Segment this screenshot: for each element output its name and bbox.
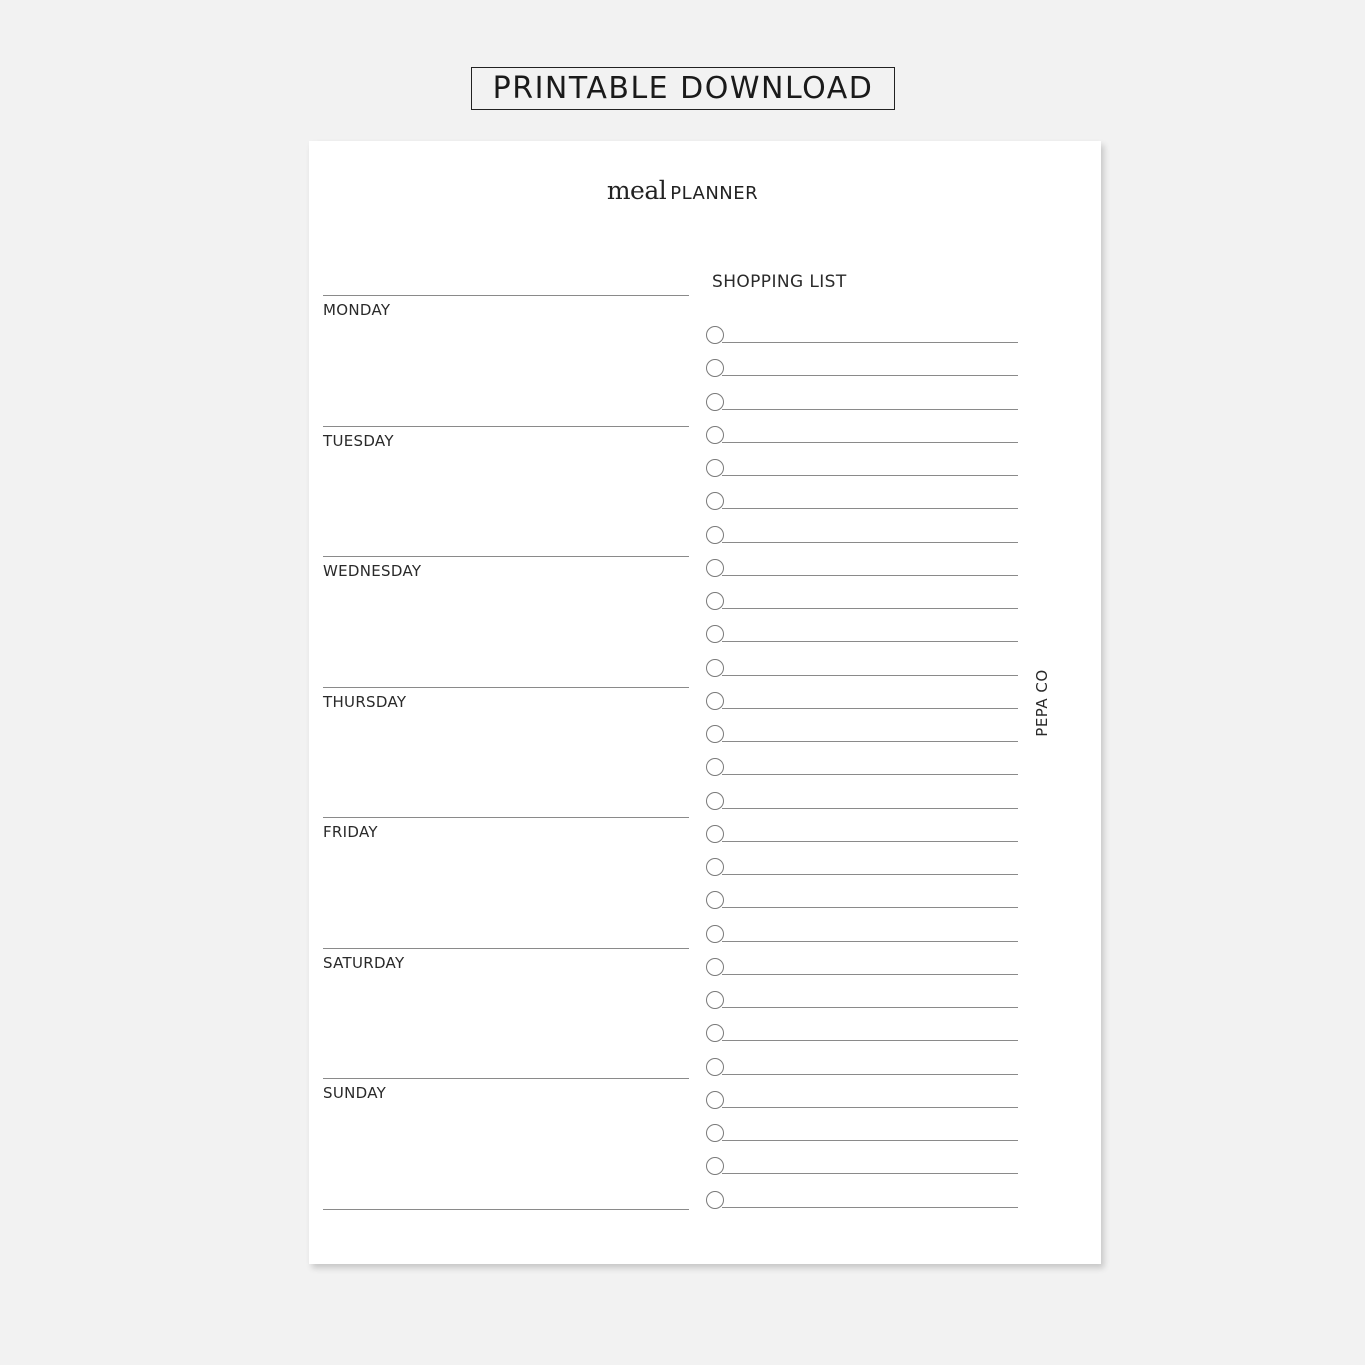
shopping-list-item[interactable]	[706, 1024, 1018, 1044]
item-write-line	[722, 1007, 1018, 1008]
item-write-line	[722, 1140, 1018, 1141]
day-label-wednesday: WEDNESDAY	[323, 562, 422, 580]
item-write-line	[722, 508, 1018, 509]
day-divider	[323, 426, 689, 427]
day-divider	[323, 556, 689, 557]
shopping-list-item[interactable]	[706, 659, 1018, 679]
shopping-list-item[interactable]	[706, 1058, 1018, 1078]
item-write-line	[722, 641, 1018, 642]
shopping-list-title: SHOPPING LIST	[712, 272, 847, 292]
item-write-line	[722, 1173, 1018, 1174]
shopping-list-item[interactable]	[706, 858, 1018, 878]
shopping-list-item[interactable]	[706, 825, 1018, 845]
item-write-line	[722, 941, 1018, 942]
item-write-line	[722, 442, 1018, 443]
shopping-list-item[interactable]	[706, 426, 1018, 446]
day-divider	[323, 1078, 689, 1079]
printable-download-badge	[471, 67, 895, 110]
shopping-list-item[interactable]	[706, 393, 1018, 413]
day-divider	[323, 295, 689, 296]
day-label-saturday: SATURDAY	[323, 954, 405, 972]
item-write-line	[722, 1207, 1018, 1208]
day-label-monday: MONDAY	[323, 301, 391, 319]
shopping-list-item[interactable]	[706, 991, 1018, 1011]
item-write-line	[722, 375, 1018, 376]
item-write-line	[722, 741, 1018, 742]
day-divider	[323, 948, 689, 949]
item-write-line	[722, 1107, 1018, 1108]
shopping-list-item[interactable]	[706, 692, 1018, 712]
shopping-list-item[interactable]	[706, 592, 1018, 612]
item-write-line	[722, 907, 1018, 908]
item-write-line	[722, 808, 1018, 809]
item-write-line	[722, 974, 1018, 975]
shopping-list-item[interactable]	[706, 891, 1018, 911]
day-divider-bottom	[323, 1209, 689, 1210]
item-write-line	[722, 575, 1018, 576]
day-label-friday: FRIDAY	[323, 823, 378, 841]
badge-label: PRINTABLE DOWNLOAD	[492, 71, 874, 106]
shopping-list-item[interactable]	[706, 725, 1018, 745]
shopping-list-item[interactable]	[706, 526, 1018, 546]
shopping-list-item[interactable]	[706, 326, 1018, 346]
item-write-line	[722, 342, 1018, 343]
shopping-list-item[interactable]	[706, 1124, 1018, 1144]
day-label-tuesday: TUESDAY	[323, 432, 394, 450]
shopping-list-item[interactable]	[706, 1157, 1018, 1177]
item-write-line	[722, 409, 1018, 410]
shopping-list-item[interactable]	[706, 1191, 1018, 1211]
shopping-list-item[interactable]	[706, 792, 1018, 812]
item-write-line	[722, 774, 1018, 775]
shopping-list-item[interactable]	[706, 758, 1018, 778]
item-write-line	[722, 542, 1018, 543]
item-write-line	[722, 475, 1018, 476]
item-write-line	[722, 1040, 1018, 1041]
day-divider	[323, 817, 689, 818]
page-title	[0, 176, 1365, 205]
shopping-list-item[interactable]	[706, 625, 1018, 645]
shopping-list-item[interactable]	[706, 1091, 1018, 1111]
day-divider	[323, 687, 689, 688]
title-caps: PLANNER	[670, 183, 759, 204]
item-write-line	[722, 675, 1018, 676]
title-script: meal	[606, 176, 667, 205]
day-label-thursday: THURSDAY	[323, 693, 407, 711]
shopping-list-item[interactable]	[706, 359, 1018, 379]
shopping-list-item[interactable]	[706, 925, 1018, 945]
shopping-list-item[interactable]	[706, 492, 1018, 512]
shopping-list-item[interactable]	[706, 958, 1018, 978]
item-write-line	[722, 874, 1018, 875]
brand-text: PEPA CO	[1033, 669, 1051, 737]
item-write-line	[722, 608, 1018, 609]
item-write-line	[722, 708, 1018, 709]
item-write-line	[722, 841, 1018, 842]
shopping-list-item[interactable]	[706, 459, 1018, 479]
day-label-sunday: SUNDAY	[323, 1084, 387, 1102]
item-write-line	[722, 1074, 1018, 1075]
shopping-list-item[interactable]	[706, 559, 1018, 579]
